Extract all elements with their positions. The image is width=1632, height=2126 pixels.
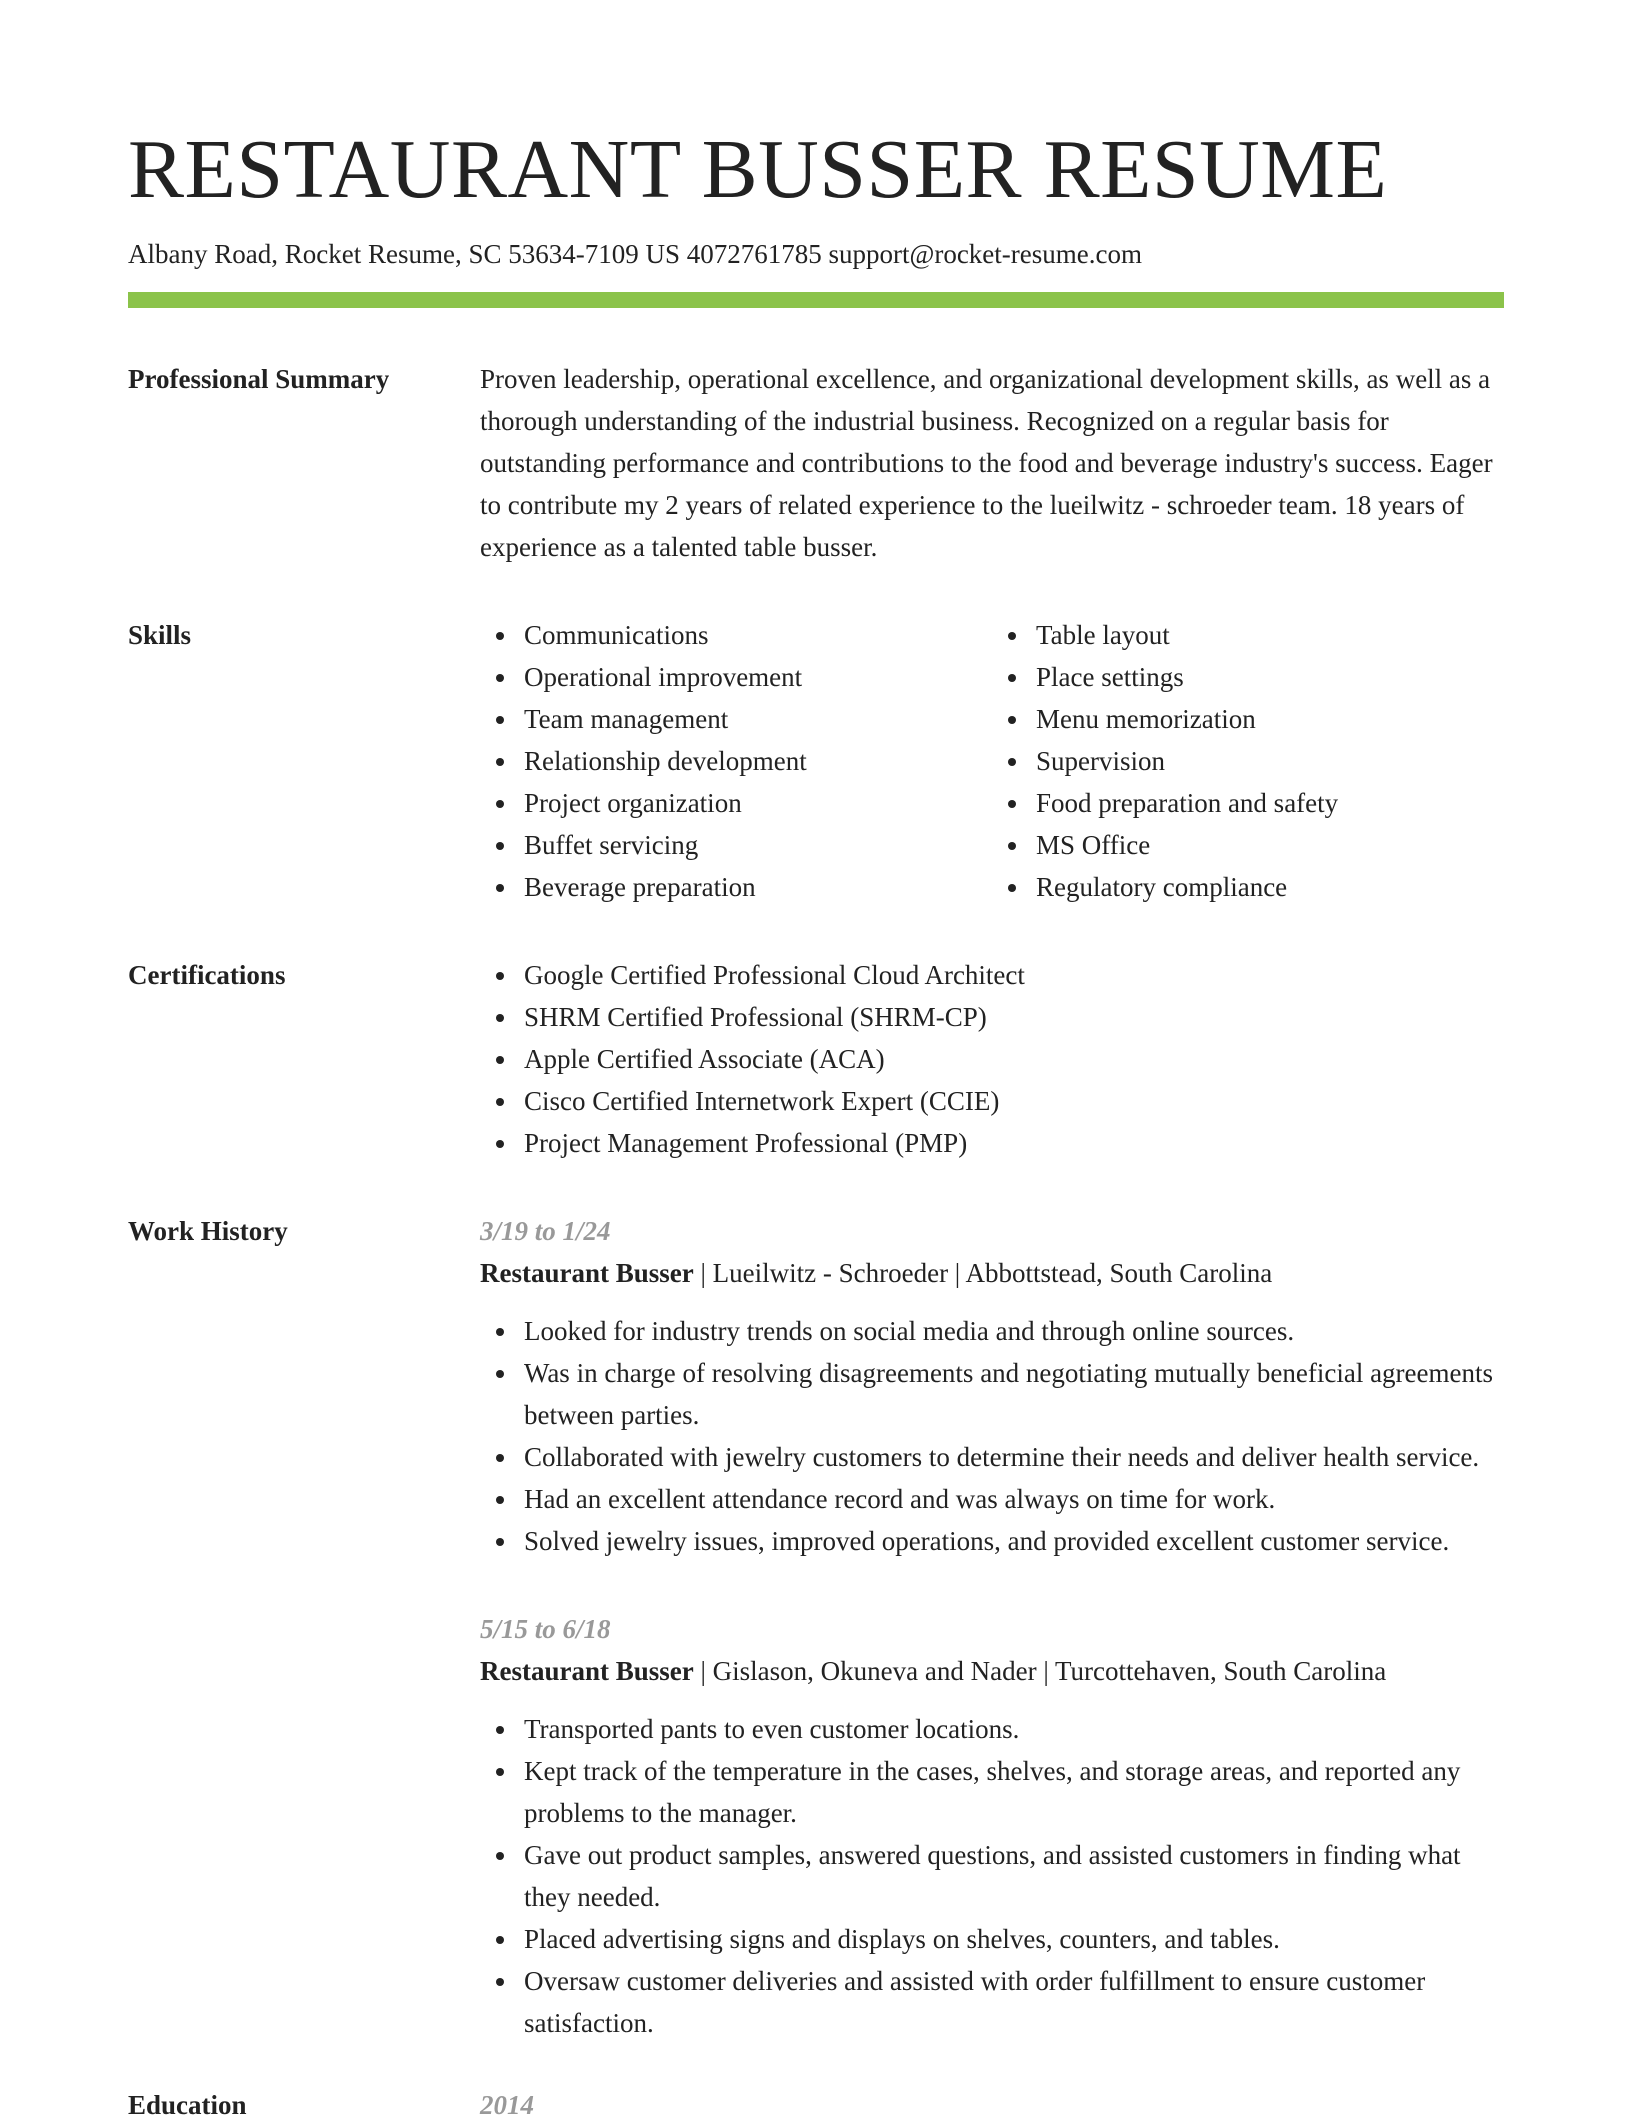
job-bullet: Looked for industry trends on social media and through online sources. [524,1310,1504,1352]
education-section [128,2084,1504,2126]
contact-line: Albany Road, Rocket Resume, SC 53634-7109 US 4072761785 support@rocket-resume.com [128,239,1142,269]
skills-section [128,614,1504,908]
work-history-section [128,1210,1504,2044]
skill-item: Relationship development [524,740,992,782]
skill-item: Buffet servicing [524,824,992,866]
skills-list-right [992,614,1504,908]
certification-item: Cisco Certified Internetwork Expert (CCIE) [524,1080,1504,1122]
certification-item: Apple Certified Associate (ACA) [524,1038,1504,1080]
skill-item: Regulatory compliance [1036,866,1504,908]
skill-item: Place settings [1036,656,1504,698]
skill-item: Communications [524,614,992,656]
job-bullet: Solved jewelry issues, improved operations, and provided excellent customer service. [524,1520,1504,1562]
section-label-certifications: Certifications [128,960,286,990]
skill-item: MS Office [1036,824,1504,866]
job-role: Restaurant Busser [480,1656,694,1686]
skill-item: Food preparation and safety [1036,782,1504,824]
job-bullet: Had an excellent attendance record and was always on time for work. [524,1478,1504,1520]
certification-item: Project Management Professional (PMP) [524,1122,1504,1164]
skill-item: Table layout [1036,614,1504,656]
summary-text: Proven leadership, operational excellence, and organizational development skills, as well as a thorough understanding of the industrial business. Recognized on a regular basis for outstanding performance and contributions to the food and beverage industry's success. Eager to contribute my 2 years of related experience to the lueilwitz - schroeder team. 18 years of experience as a talented table busser. [480,364,1493,562]
section-label-education: Education [128,2090,247,2120]
job-header [480,1252,1504,1294]
certification-item: SHRM Certified Professional (SHRM-CP) [524,996,1504,1038]
job-bullet: Collaborated with jewelry customers to determine their needs and deliver health service. [524,1436,1504,1478]
skill-item: Team management [524,698,992,740]
job-bullet: Transported pants to even customer locations. [524,1708,1504,1750]
section-label-summary: Professional Summary [128,364,390,394]
skill-item: Menu memorization [1036,698,1504,740]
section-label-work-history: Work History [128,1216,288,1246]
job-entry [480,1210,1504,1562]
job-role: Restaurant Busser [480,1258,694,1288]
skill-item: Operational improvement [524,656,992,698]
certifications-section [128,954,1504,1164]
job-details: | Gislason, Okuneva and Nader | Turcottehaven, South Carolina [693,1656,1387,1686]
job-entry [480,1608,1504,2044]
job-bullet: Placed advertising signs and displays on shelves, counters, and tables. [524,1918,1504,1960]
accent-divider [128,292,1504,308]
section-label-skills: Skills [128,620,192,650]
certification-item: Google Certified Professional Cloud Architect [524,954,1504,996]
education-dates: 2014 [480,2090,534,2120]
skills-list-left [480,614,992,908]
job-bullet: Gave out product samples, answered questions, and assisted customers in finding what they needed. [524,1834,1504,1918]
job-bullet: Kept track of the temperature in the cases, shelves, and storage areas, and reported any problems to the manager. [524,1750,1504,1834]
job-bullet: Oversaw customer deliveries and assisted with order fulfillment to ensure customer satisfaction. [524,1960,1504,2044]
summary-section [128,358,1504,568]
resume-page [128,0,1504,2126]
job-details: | Lueilwitz - Schroeder | Abbottstead, South Carolina [693,1258,1273,1288]
certifications-list [480,954,1504,1164]
skill-item: Project organization [524,782,992,824]
job-dates: 3/19 to 1/24 [480,1216,611,1246]
skill-item: Supervision [1036,740,1504,782]
job-bullets [480,1310,1504,1562]
skill-item: Beverage preparation [524,866,992,908]
job-bullets [480,1708,1504,2044]
job-header [480,1650,1504,1692]
job-dates: 5/15 to 6/18 [480,1614,611,1644]
job-bullet: Was in charge of resolving disagreements and negotiating mutually beneficial agreements between parties. [524,1352,1504,1436]
resume-title: RESTAURANT BUSSER RESUME [128,123,1388,216]
